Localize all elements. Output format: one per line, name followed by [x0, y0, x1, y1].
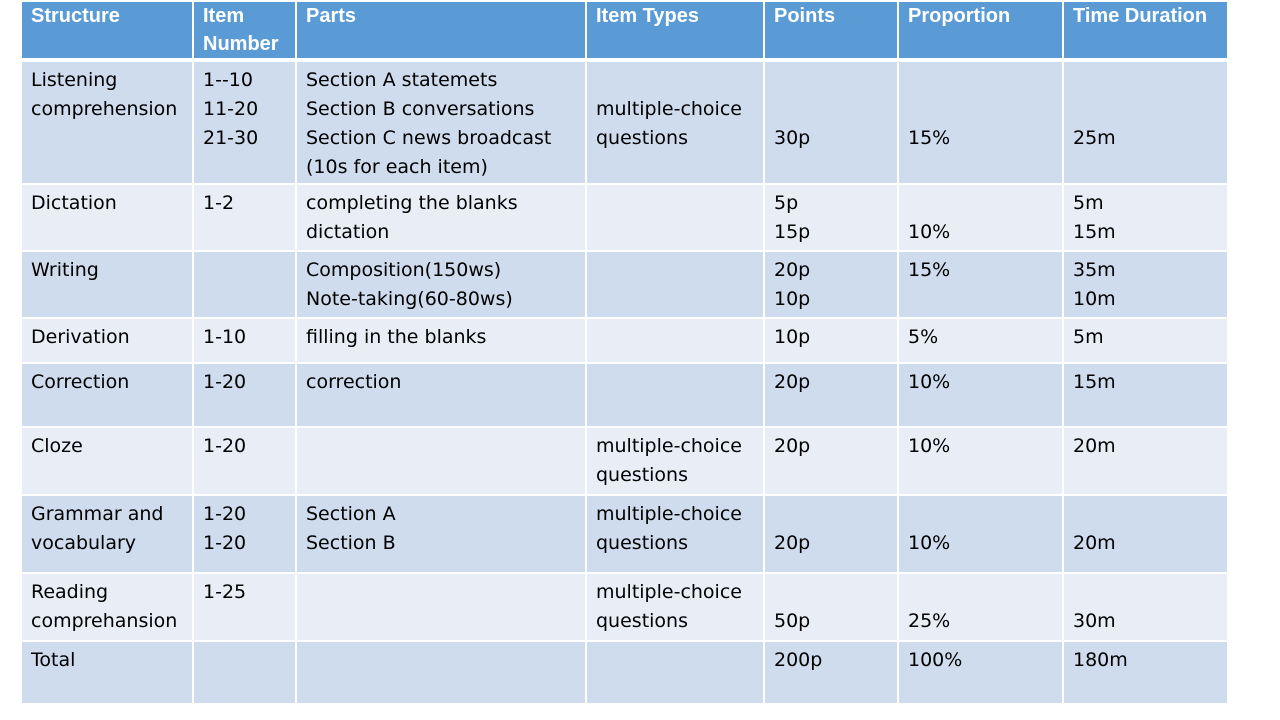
header-item-number-line-2: Number [203, 33, 279, 55]
cell-proportion [898, 495, 1063, 573]
cell-line: 21-30 [203, 127, 259, 149]
cell-line: Note-taking(60-80ws) [306, 288, 513, 310]
cell-line: 50p [774, 610, 811, 632]
cell-line: 100% [908, 649, 963, 671]
cell-parts [296, 495, 586, 573]
cell-line: 15m [1073, 221, 1116, 243]
cell-line: 20p [774, 259, 811, 281]
cell-item-types [586, 427, 764, 495]
cell-line: Section B [306, 532, 396, 554]
cell-points [764, 573, 898, 641]
cell-time-duration [1063, 318, 1228, 363]
cell-structure [21, 427, 193, 495]
cell-line: 5m [1073, 192, 1104, 214]
cell-line: 20m [1073, 435, 1116, 457]
cell-parts [296, 318, 586, 363]
cell-line: completing the blanks [306, 192, 518, 214]
cell-item-number [193, 573, 296, 641]
cell-line: Cloze [31, 435, 83, 457]
table-row [21, 60, 1228, 184]
cell-item-types [586, 184, 764, 251]
cell-parts [296, 427, 586, 495]
cell-line: Listening [31, 69, 118, 91]
cell-line: Total [31, 649, 76, 671]
header-time-duration: Time Duration [1063, 1, 1228, 60]
cell-line: Section B conversations [306, 98, 535, 120]
cell-item-number [193, 495, 296, 573]
cell-line: 15% [908, 127, 951, 149]
cell-points [764, 251, 898, 318]
cell-line: Correction [31, 371, 130, 393]
header-structure: Structure [21, 1, 193, 60]
table-row [21, 318, 1228, 363]
cell-line: 1-2 [203, 192, 235, 214]
cell-structure [21, 363, 193, 427]
cell-line: 35m [1073, 259, 1116, 281]
cell-points [764, 318, 898, 363]
cell-line: multiple-choice [596, 435, 742, 457]
exam-structure-table-container [20, 0, 1227, 705]
cell-structure [21, 641, 193, 704]
cell-line: 10% [908, 371, 951, 393]
cell-line: 30m [1073, 610, 1116, 632]
cell-item-types [586, 318, 764, 363]
cell-proportion [898, 251, 1063, 318]
cell-line: 1-25 [203, 581, 247, 603]
cell-line: filling in the blanks [306, 326, 487, 348]
cell-line: 10p [774, 326, 811, 348]
cell-structure [21, 318, 193, 363]
cell-line: 10m [1073, 288, 1116, 310]
cell-line: Writing [31, 259, 99, 281]
cell-line: comprehansion [31, 610, 178, 632]
table-body [21, 60, 1228, 704]
cell-line: 25m [1073, 127, 1116, 149]
cell-parts [296, 573, 586, 641]
cell-line: 25% [908, 610, 951, 632]
table-row [21, 573, 1228, 641]
cell-line: dictation [306, 221, 390, 243]
cell-parts [296, 363, 586, 427]
cell-line: 15% [908, 259, 951, 281]
cell-item-types [586, 363, 764, 427]
cell-line: 15p [774, 221, 811, 243]
cell-line: comprehension [31, 98, 178, 120]
cell-line: 1-20 [203, 435, 247, 457]
cell-proportion [898, 363, 1063, 427]
cell-time-duration [1063, 427, 1228, 495]
cell-proportion [898, 318, 1063, 363]
header-parts: Parts [296, 1, 586, 60]
cell-item-number [193, 60, 296, 184]
cell-item-number [193, 318, 296, 363]
table-row [21, 495, 1228, 573]
cell-line: questions [596, 532, 688, 554]
cell-line: 1-20 [203, 371, 247, 393]
cell-line: Dictation [31, 192, 117, 214]
cell-item-number [193, 641, 296, 704]
table-header-row [21, 1, 1228, 60]
table-row [21, 363, 1228, 427]
cell-time-duration [1063, 573, 1228, 641]
cell-line: 5m [1073, 326, 1104, 348]
table-row [21, 251, 1228, 318]
cell-item-number [193, 427, 296, 495]
cell-proportion [898, 427, 1063, 495]
cell-line: 10% [908, 532, 951, 554]
exam-structure-table [20, 0, 1229, 705]
cell-points [764, 495, 898, 573]
cell-item-types [586, 641, 764, 704]
cell-time-duration [1063, 184, 1228, 251]
header-item-types: Item Types [586, 1, 764, 60]
cell-line: 10% [908, 435, 951, 457]
cell-item-number [193, 363, 296, 427]
cell-structure [21, 184, 193, 251]
cell-parts [296, 251, 586, 318]
cell-line: Section A [306, 503, 396, 525]
cell-points [764, 427, 898, 495]
header-proportion: Proportion [898, 1, 1063, 60]
cell-line: questions [596, 610, 688, 632]
cell-line: 10% [908, 221, 951, 243]
cell-line: 20p [774, 435, 811, 457]
cell-item-types [586, 60, 764, 184]
cell-line: 20m [1073, 532, 1116, 554]
cell-line: 1-20 [203, 532, 247, 554]
header-points: Points [764, 1, 898, 60]
cell-proportion [898, 641, 1063, 704]
cell-line: multiple-choice [596, 98, 742, 120]
cell-line: Composition(150ws) [306, 259, 502, 281]
table-row [21, 184, 1228, 251]
cell-line: 180m [1073, 649, 1128, 671]
cell-structure [21, 495, 193, 573]
cell-line: 1--10 [203, 69, 253, 91]
cell-line: 200p [774, 649, 823, 671]
cell-time-duration [1063, 363, 1228, 427]
header-item-number [193, 1, 296, 60]
cell-item-types [586, 495, 764, 573]
cell-proportion [898, 184, 1063, 251]
cell-line: questions [596, 127, 688, 149]
cell-line: Section C news broadcast [306, 127, 552, 149]
cell-item-types [586, 573, 764, 641]
cell-line: 5p [774, 192, 799, 214]
cell-line: 11-20 [203, 98, 259, 120]
cell-structure [21, 60, 193, 184]
cell-line: Reading [31, 581, 109, 603]
cell-time-duration [1063, 495, 1228, 573]
cell-line: Derivation [31, 326, 130, 348]
cell-points [764, 641, 898, 704]
cell-time-duration [1063, 641, 1228, 704]
cell-parts [296, 60, 586, 184]
cell-points [764, 184, 898, 251]
cell-line: 20p [774, 532, 811, 554]
cell-proportion [898, 573, 1063, 641]
cell-structure [21, 573, 193, 641]
cell-time-duration [1063, 60, 1228, 184]
header-item-number-line-1: Item [203, 5, 245, 27]
cell-line: 1-20 [203, 503, 247, 525]
cell-line: multiple-choice [596, 581, 742, 603]
cell-line: 15m [1073, 371, 1116, 393]
cell-line: (10s for each item) [306, 156, 488, 178]
cell-line: questions [596, 464, 688, 486]
cell-points [764, 363, 898, 427]
cell-line: 5% [908, 326, 939, 348]
cell-time-duration [1063, 251, 1228, 318]
cell-line: 30p [774, 127, 811, 149]
table-row [21, 641, 1228, 704]
cell-line: Grammar and [31, 503, 164, 525]
cell-parts [296, 641, 586, 704]
cell-line: 10p [774, 288, 811, 310]
cell-item-number [193, 251, 296, 318]
cell-proportion [898, 60, 1063, 184]
cell-line: correction [306, 371, 402, 393]
cell-item-types [586, 251, 764, 318]
cell-item-number [193, 184, 296, 251]
cell-line: 20p [774, 371, 811, 393]
table-row [21, 427, 1228, 495]
cell-structure [21, 251, 193, 318]
cell-parts [296, 184, 586, 251]
cell-line: Section A statemets [306, 69, 498, 91]
cell-line: multiple-choice [596, 503, 742, 525]
cell-line: vocabulary [31, 532, 137, 554]
cell-line: 1-10 [203, 326, 247, 348]
cell-points [764, 60, 898, 184]
